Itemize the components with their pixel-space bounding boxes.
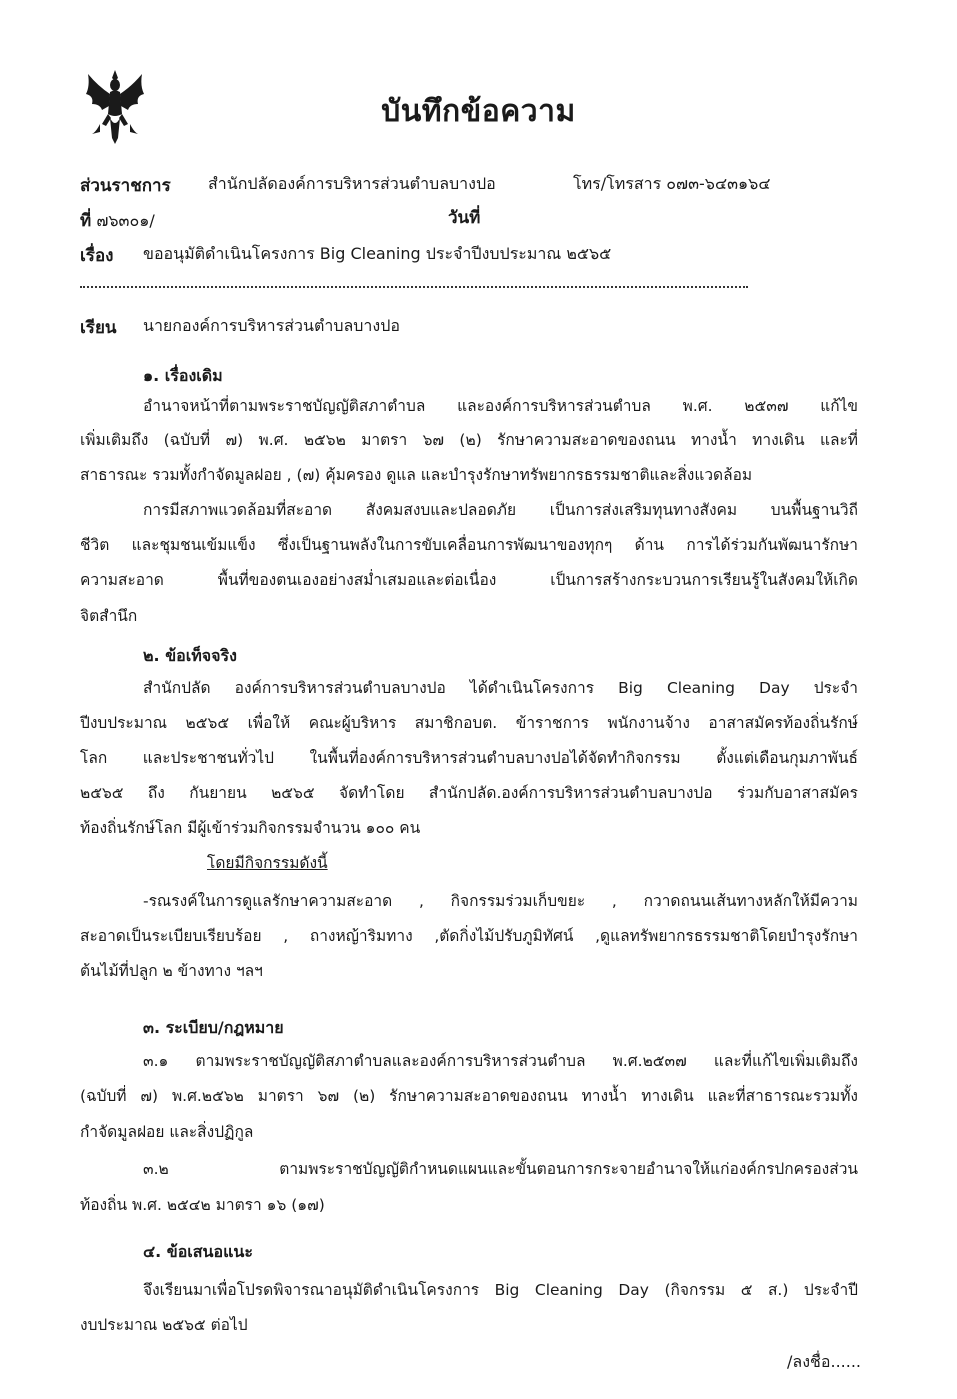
section-1-heading: ๑. เรื่องเดิม: [143, 366, 223, 385]
activities-heading: โดยมีกิจกรรมดังนี้: [207, 854, 328, 872]
paragraph-line: อำนาจหน้าที่ตามพระราชบัญญัติสภาตำบล และองค์การบริหารส่วนตำบล พ.ศ. ๒๕๓๗ แก้ไข: [143, 397, 858, 415]
paragraph-line: กำจัดมูลฝอย และสิ่งปฏิกูล: [80, 1123, 254, 1141]
subject-label: เรื่อง: [80, 246, 114, 266]
subject-row: [80, 242, 113, 269]
paragraph-line: งบประมาณ ๒๕๖๕ ต่อไป: [80, 1316, 248, 1334]
section-2-heading: ๒. ข้อเท็จจริง: [143, 646, 237, 665]
paragraph-line: จิตสำนึก: [80, 607, 138, 625]
paragraph-line: ๒๕๖๕ ถึง กันยายน ๒๕๖๕ จัดทำโดย สำนักปลัด.องค์การบริหารส่วนตำบลบางปอ ร่วมกับอาสาสมัคร: [80, 784, 858, 802]
paragraph-line: สาธารณะ รวมทั้งกำจัดมูลฝอย , (๗) คุ้มครอง ดูแล และบำรุงรักษาทรัพยากรธรรมชาติและสิ่งแวดล้อม: [80, 466, 753, 484]
paragraph-line: ความสะอาด พื้นที่ของตนเองอย่างสม่ำเสมอและต่อเนื่อง เป็นการสร้างกระบวนการเรียนรู้ในสังคมให้เกิด: [80, 571, 858, 589]
agency-label: ส่วนราชการ: [80, 176, 171, 196]
ref-row: [80, 207, 155, 234]
date-label: วันที่: [448, 208, 481, 228]
section-4-heading: ๔. ข้อเสนอแนะ: [143, 1242, 253, 1261]
paragraph-line: (ฉบับที่ ๗) พ.ศ.๒๕๖๒ มาตรา ๖๗ (๒) รักษาความสะอาดของถนน ทางน้ำ ทางเดิน และที่สาธารณะรวมทั้ง: [80, 1087, 858, 1105]
agency-row: [80, 172, 171, 199]
ref-value: ๗๖๓๐๑/: [96, 211, 155, 230]
divider-dotted: [80, 286, 748, 288]
ref-label: ที่: [80, 211, 92, 231]
phone-number: โทร/โทรสาร ๐๗๓-๖๔๓๑๖๔: [573, 174, 771, 193]
paragraph-line: ชีวิต และชุมชนเข้มแข็ง ซึ่งเป็นฐานพลังในการขับเคลื่อนการพัฒนาของทุกๆ ด้าน การได้ร่วมกันพัฒนารักษา: [80, 536, 858, 554]
paragraph-line: สำนักปลัด องค์การบริหารส่วนตำบลบางปอ ได้ดำเนินโครงการ Big Cleaning Day ประจำ: [143, 679, 858, 697]
paragraph-line: ปีงบประมาณ ๒๕๖๕ เพื่อให้ คณะผู้บริหาร สมาชิกอบต. ข้าราชการ พนักงานจ้าง อาสาสมัครท้องถิ่นรักษ์: [80, 714, 858, 732]
activity-line: -รณรงค์ในการดูแลรักษาความสะอาด , กิจกรรมร่วมเก็บขยะ , กวาดถนนเส้นทางหลักให้มีความ: [143, 892, 858, 910]
to-label: เรียน: [80, 318, 117, 338]
document-title: บันทึกข้อความ: [381, 94, 576, 129]
paragraph-line: ๓.๑ ตามพระราชบัญญัติสภาตำบลและองค์การบริหารส่วนตำบล พ.ศ.๒๕๓๗ และที่แก้ไขเพิ่มเติมถึง: [143, 1052, 858, 1070]
paragraph-line: ท้องถิ่น พ.ศ. ๒๕๔๒ มาตรา ๑๖ (๑๗): [80, 1196, 325, 1214]
activity-line: ต้นไม้ที่ปลูก ๒ ข้างทาง ฯลฯ: [80, 962, 263, 980]
to-value: นายกองค์การบริหารส่วนตำบลบางปอ: [143, 316, 400, 335]
paragraph-line: เพิ่มเติมถึง (ฉบับที่ ๗) พ.ศ. ๒๕๖๒ มาตรา ๖๗ (๒) รักษาความสะอาดของถนน ทางน้ำ ทางเดิน และที่: [80, 431, 858, 449]
date-row: [448, 204, 480, 231]
paragraph-line: ๓.๒ ตามพระราชบัญญัติกำหนดแผนและขั้นตอนการกระจายอำนาจให้แก่องค์กรปกครองส่วน: [143, 1160, 858, 1178]
paragraph-line: จึงเรียนมาเพื่อโปรดพิจารณาอนุมัติดำเนินโครงการ Big Cleaning Day (กิจกรรม ๕ ส.) ประจำปี: [143, 1281, 858, 1299]
section-3-heading: ๓. ระเบียบ/กฎหมาย: [143, 1018, 284, 1037]
agency-value: สำนักปลัดองค์การบริหารส่วนตำบลบางปอ: [208, 174, 496, 193]
subject-value: ขออนุมัติดำเนินโครงการ Big Cleaning ประจำปีงบประมาณ ๒๕๖๕: [143, 244, 612, 263]
paragraph-line: การมีสภาพแวดล้อมที่สะอาด สังคมสงบและปลอดภัย เป็นการส่งเสริมทุนทางสังคม บนพื้นฐานวิถี: [143, 501, 858, 519]
paragraph-line: โลก และประชาชนทั่วไป ในพื้นที่องค์การบริหารส่วนตำบลบางปอได้จัดทำกิจกรรม ตั้งแต่เดือนกุมภาพันธ์: [80, 749, 858, 767]
signature-continuation: /ลงชื่อ......: [787, 1352, 861, 1371]
paragraph-line: ท้องถิ่นรักษ์โลก มีผู้เข้าร่วมกิจกรรมจำนวน ๑๐๐ คน: [80, 819, 421, 837]
to-row: [80, 314, 117, 341]
activity-line: สะอาดเป็นระเบียบเรียบร้อย , ถางหญ้าริมทาง ,ตัดกิ่งไม้ปรับภูมิทัศน์ ,ดูแลทรัพยากรธรรมชาติโดยบำรุงรักษา: [80, 927, 858, 945]
